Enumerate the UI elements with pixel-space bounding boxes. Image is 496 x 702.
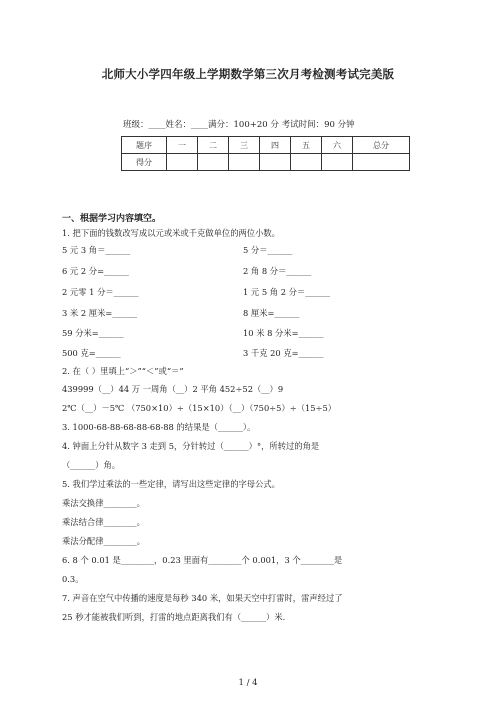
q1-item: 2 角 8 分＝______ [243, 266, 312, 276]
score-cell-empty [167, 154, 198, 171]
score-cell-empty [353, 154, 410, 171]
score-cell-header: 一 [167, 137, 198, 154]
q2-line: 2℃（__）－5℃ （750×10）÷（15×10）（__）（750÷5）÷（15÷5） [62, 403, 337, 413]
document-title: 北师大小学四年级上学期数学第三次月考检测考试完美版 [101, 67, 395, 81]
score-cell-header: 三 [229, 137, 260, 154]
q1-item: 2 元零 1 分＝______ [62, 287, 139, 297]
page-number: 1 / 4 [238, 678, 258, 688]
question-7: 7. 声音在空气中传播的速度是每秒 340 米，如果天空中打雷时，雷声经过了 [62, 593, 343, 603]
score-cell-empty [260, 154, 291, 171]
q5-item: 乘法结合律________。 [62, 517, 145, 527]
q2-line: 439999（__）44 万 一周角（__）2 平角 452÷52（__）9 [62, 384, 284, 394]
q1-item: 6 元 2 分=______ [62, 266, 129, 276]
q1-item: 3 千克 20 克=______ [243, 348, 324, 358]
score-cell-empty [322, 154, 353, 171]
score-cell-header: 总分 [353, 137, 410, 154]
section-heading: 一、根据学习内容填空。 [62, 214, 162, 224]
q5-item: 乘法交换律________。 [62, 498, 145, 508]
score-table [121, 136, 410, 171]
q1-item: 59 分米=______ [62, 328, 124, 338]
question-6: 6. 8 个 0.01 是________，0.23 里面有________个 0.001，3 个________是 [62, 555, 343, 565]
score-cell-header: 六 [322, 137, 353, 154]
question-5: 5. 我们学过乘法的一些定律，请写出这些定律的字母公式。 [62, 479, 280, 489]
score-cell-label: 题序 [122, 137, 167, 154]
question-7-cont: 25 秒才能被我们听到，打雷的地点距离我们有（______）米. [62, 612, 286, 622]
q5-item: 乘法分配律________。 [62, 536, 145, 546]
score-cell-header: 五 [291, 137, 322, 154]
score-cell-header: 二 [198, 137, 229, 154]
question-2: 2. 在（ ）里填上“＞”“＜”或“＝” [62, 366, 184, 376]
q1-item: 1 元 5 角 2 分＝______ [243, 287, 331, 297]
question-4-cont: （______）角。 [62, 460, 121, 470]
score-table-score-row [122, 154, 410, 171]
question-1: 1. 把下面的钱数改写成以元或米或千克做单位的两位小数。 [62, 228, 280, 238]
score-cell-label: 得分 [122, 154, 167, 171]
score-cell-empty [229, 154, 260, 171]
question-3: 3. 1000-68-88-68-88-68-88 的结果是（______）。 [62, 422, 256, 432]
q1-item: 5 分＝______ [243, 245, 293, 255]
q1-item: 5 元 3 角＝______ [62, 245, 131, 255]
score-cell-empty [291, 154, 322, 171]
q1-item: 8 厘米=______ [243, 308, 300, 318]
q1-item: 500 克=______ [62, 348, 121, 358]
score-cell-header: 四 [260, 137, 291, 154]
q1-item: 10 米 8 分米=______ [243, 328, 324, 338]
exam-info-line: 班级：____姓名：____满分：100+20 分 考试时间：90 分钟 [123, 120, 355, 130]
score-table-header-row [122, 137, 410, 154]
q1-item: 3 米 2 厘米=______ [62, 308, 138, 318]
question-6-cont: 0.3。 [62, 574, 84, 584]
score-cell-empty [198, 154, 229, 171]
question-4: 4. 钟面上分针从数字 3 走到 5，分针转过（______）°，所转过的角是 [62, 441, 320, 451]
